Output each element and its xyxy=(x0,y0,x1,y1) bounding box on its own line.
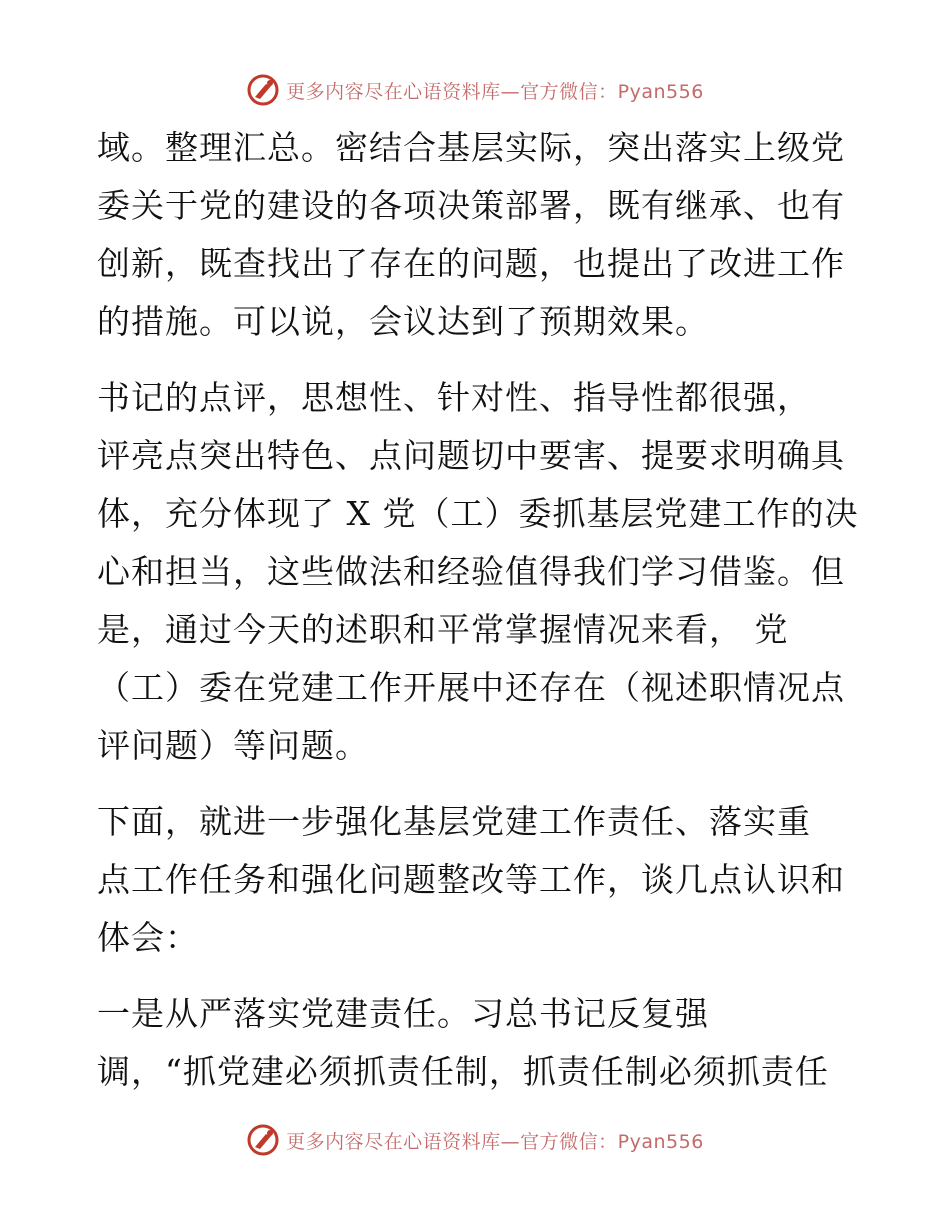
text-line: 创新，既查找出了存在的问题，也提出了改进工作 xyxy=(97,244,845,283)
logo-icon xyxy=(246,1123,280,1157)
footer-watermark-banner xyxy=(0,1120,950,1160)
header-watermark-banner xyxy=(0,70,950,110)
watermark-text: 更多内容尽在心语资料库—官方微信：Pyan556 xyxy=(286,1130,704,1153)
text-line: 心和担当，这些做法和经验值得我们学习借鉴。但 xyxy=(97,552,845,591)
watermark-text: 更多内容尽在心语资料库—官方微信：Pyan556 xyxy=(286,80,704,103)
text-line: 的措施。可以说，会议达到了预期效果。 xyxy=(97,302,709,341)
text-line: 委关于党的建设的各项决策部署，既有继承、也有 xyxy=(97,186,845,225)
text-line: 是，通过今天的述职和平常掌握情况来看， 党 xyxy=(97,610,789,649)
paragraph xyxy=(97,985,867,1101)
paragraph xyxy=(97,369,867,775)
paragraph xyxy=(97,793,867,967)
text-line: 评问题）等问题。 xyxy=(97,726,369,765)
document-body xyxy=(97,119,867,1101)
text-line: 评亮点突出特色、点问题切中要害、提要求明确具 xyxy=(97,436,845,475)
paragraph xyxy=(97,119,867,351)
text-line: 点工作任务和强化问题整改等工作，谈几点认识和 xyxy=(97,860,845,899)
text-line: 体会： xyxy=(97,918,199,957)
text-line: 调，“抓党建必须抓责任制，抓责任制必须抓责任 xyxy=(97,1052,829,1091)
text-line: 下面，就进一步强化基层党建工作责任、落实重 xyxy=(97,802,811,841)
logo-icon xyxy=(246,73,280,107)
text-line: 一是从严落实党建责任。习总书记反复强 xyxy=(97,994,709,1033)
text-line: 体，充分体现了 X 党（工）委抓基层党建工作的决 xyxy=(97,494,859,533)
text-line: 书记的点评，思想性、针对性、指导性都很强， xyxy=(97,378,811,417)
text-line: （工）委在党建工作开展中还存在（视述职情况点 xyxy=(97,668,845,707)
text-line: 域。整理汇总。密结合基层实际，突出落实上级党 xyxy=(97,128,845,167)
